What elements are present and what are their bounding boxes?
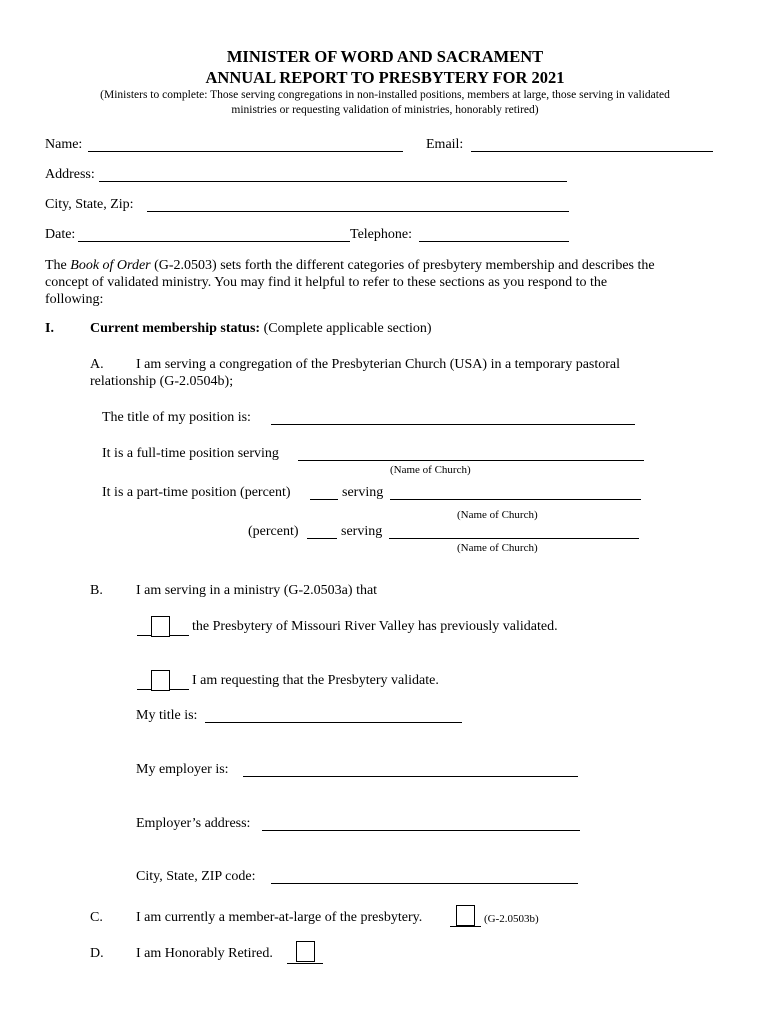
form-instructions-cont: ministries or requesting validation of ministries, honorably retired) — [231, 104, 539, 116]
name-label: Name: — [45, 137, 83, 152]
second-serving-label: serving — [341, 524, 383, 539]
percent-label: (percent) — [248, 524, 299, 539]
email-field[interactable] — [471, 151, 713, 152]
book-of-order-title: Book of Order — [70, 258, 151, 273]
requesting-checkbox[interactable] — [151, 670, 170, 691]
employer-city-zip-field[interactable] — [271, 883, 578, 884]
employer-city-zip-label: City, State, ZIP code: — [136, 869, 256, 884]
part-b-letter: B. — [90, 583, 103, 598]
honorably-retired-checkbox[interactable] — [296, 941, 315, 962]
member-at-large-checkbox[interactable] — [456, 905, 475, 926]
city-state-zip-label: City, State, Zip: — [45, 197, 134, 212]
validated-option-label: the Presbytery of Missouri River Valley has previously validated. — [192, 619, 558, 634]
section-number: I. — [45, 321, 54, 336]
validated-checkbox[interactable] — [151, 616, 170, 637]
requesting-option-label: I am requesting that the Presbytery validate. — [192, 673, 439, 688]
telephone-label: Telephone: — [350, 227, 412, 242]
part-b-text: I am serving in a ministry (G-2.0503a) that — [136, 583, 378, 598]
date-label: Date: — [45, 227, 76, 242]
second-percent-field[interactable] — [307, 538, 337, 539]
telephone-field[interactable] — [419, 241, 569, 242]
name-field[interactable] — [88, 151, 403, 152]
form-title-year: ANNUAL REPORT TO PRESBYTERY FOR 2021 — [205, 68, 565, 87]
fulltime-label: It is a full-time position serving — [102, 446, 279, 461]
address-field[interactable] — [99, 181, 567, 182]
intro-paragraph: The Book of Order (G-2.0503) sets forth the different categories of presbytery membership and describes the concept of validated ministry. You may find it helpful to refer to these sections as you respond to the following: — [45, 258, 655, 307]
part-c-text: I am currently a member-at-large of the presbytery. — [136, 910, 423, 925]
position-title-label: The title of my position is: — [102, 410, 251, 425]
date-field[interactable] — [78, 241, 350, 242]
parttime-serving-label: serving — [342, 485, 384, 500]
employer-field[interactable] — [243, 776, 578, 777]
position-title-field[interactable] — [271, 424, 635, 425]
part-a-text-cont: relationship (G-2.0504b); — [90, 374, 234, 389]
parttime-church-field[interactable] — [390, 499, 641, 500]
fulltime-church-caption: (Name of Church) — [390, 464, 471, 476]
employer-address-label: Employer’s address: — [136, 816, 251, 831]
part-a-text: I am serving a congregation of the Presbyterian Church (USA) in a temporary pastoral — [136, 357, 621, 372]
second-church-caption: (Name of Church) — [457, 542, 538, 554]
my-title-label: My title is: — [136, 708, 198, 723]
my-title-field[interactable] — [205, 722, 462, 723]
member-at-large-reference: (G-2.0503b) — [484, 913, 539, 925]
address-label: Address: — [45, 167, 95, 182]
honorably-retired-underline — [287, 963, 323, 964]
part-d-letter: D. — [90, 946, 104, 961]
section-heading: Current membership status: (Complete applicable section) — [90, 321, 432, 336]
part-c-letter: C. — [90, 910, 103, 925]
member-at-large-underline — [450, 926, 481, 927]
fulltime-church-field[interactable] — [298, 460, 644, 461]
parttime-church-caption: (Name of Church) — [457, 509, 538, 521]
part-d-text: I am Honorably Retired. — [136, 946, 273, 961]
parttime-percent-field[interactable] — [310, 499, 338, 500]
form-instructions: (Ministers to complete: Those serving congregations in non-installed positions, members at large, those serving in validated — [100, 89, 670, 101]
city-state-zip-field[interactable] — [147, 211, 569, 212]
part-a-letter: A. — [90, 357, 104, 372]
form-title: MINISTER OF WORD AND SACRAMENT — [226, 47, 544, 66]
employer-label: My employer is: — [136, 762, 229, 777]
email-label: Email: — [426, 137, 464, 152]
employer-address-field[interactable] — [262, 830, 580, 831]
parttime-label: It is a part-time position (percent) — [102, 485, 291, 500]
second-church-field[interactable] — [389, 538, 639, 539]
